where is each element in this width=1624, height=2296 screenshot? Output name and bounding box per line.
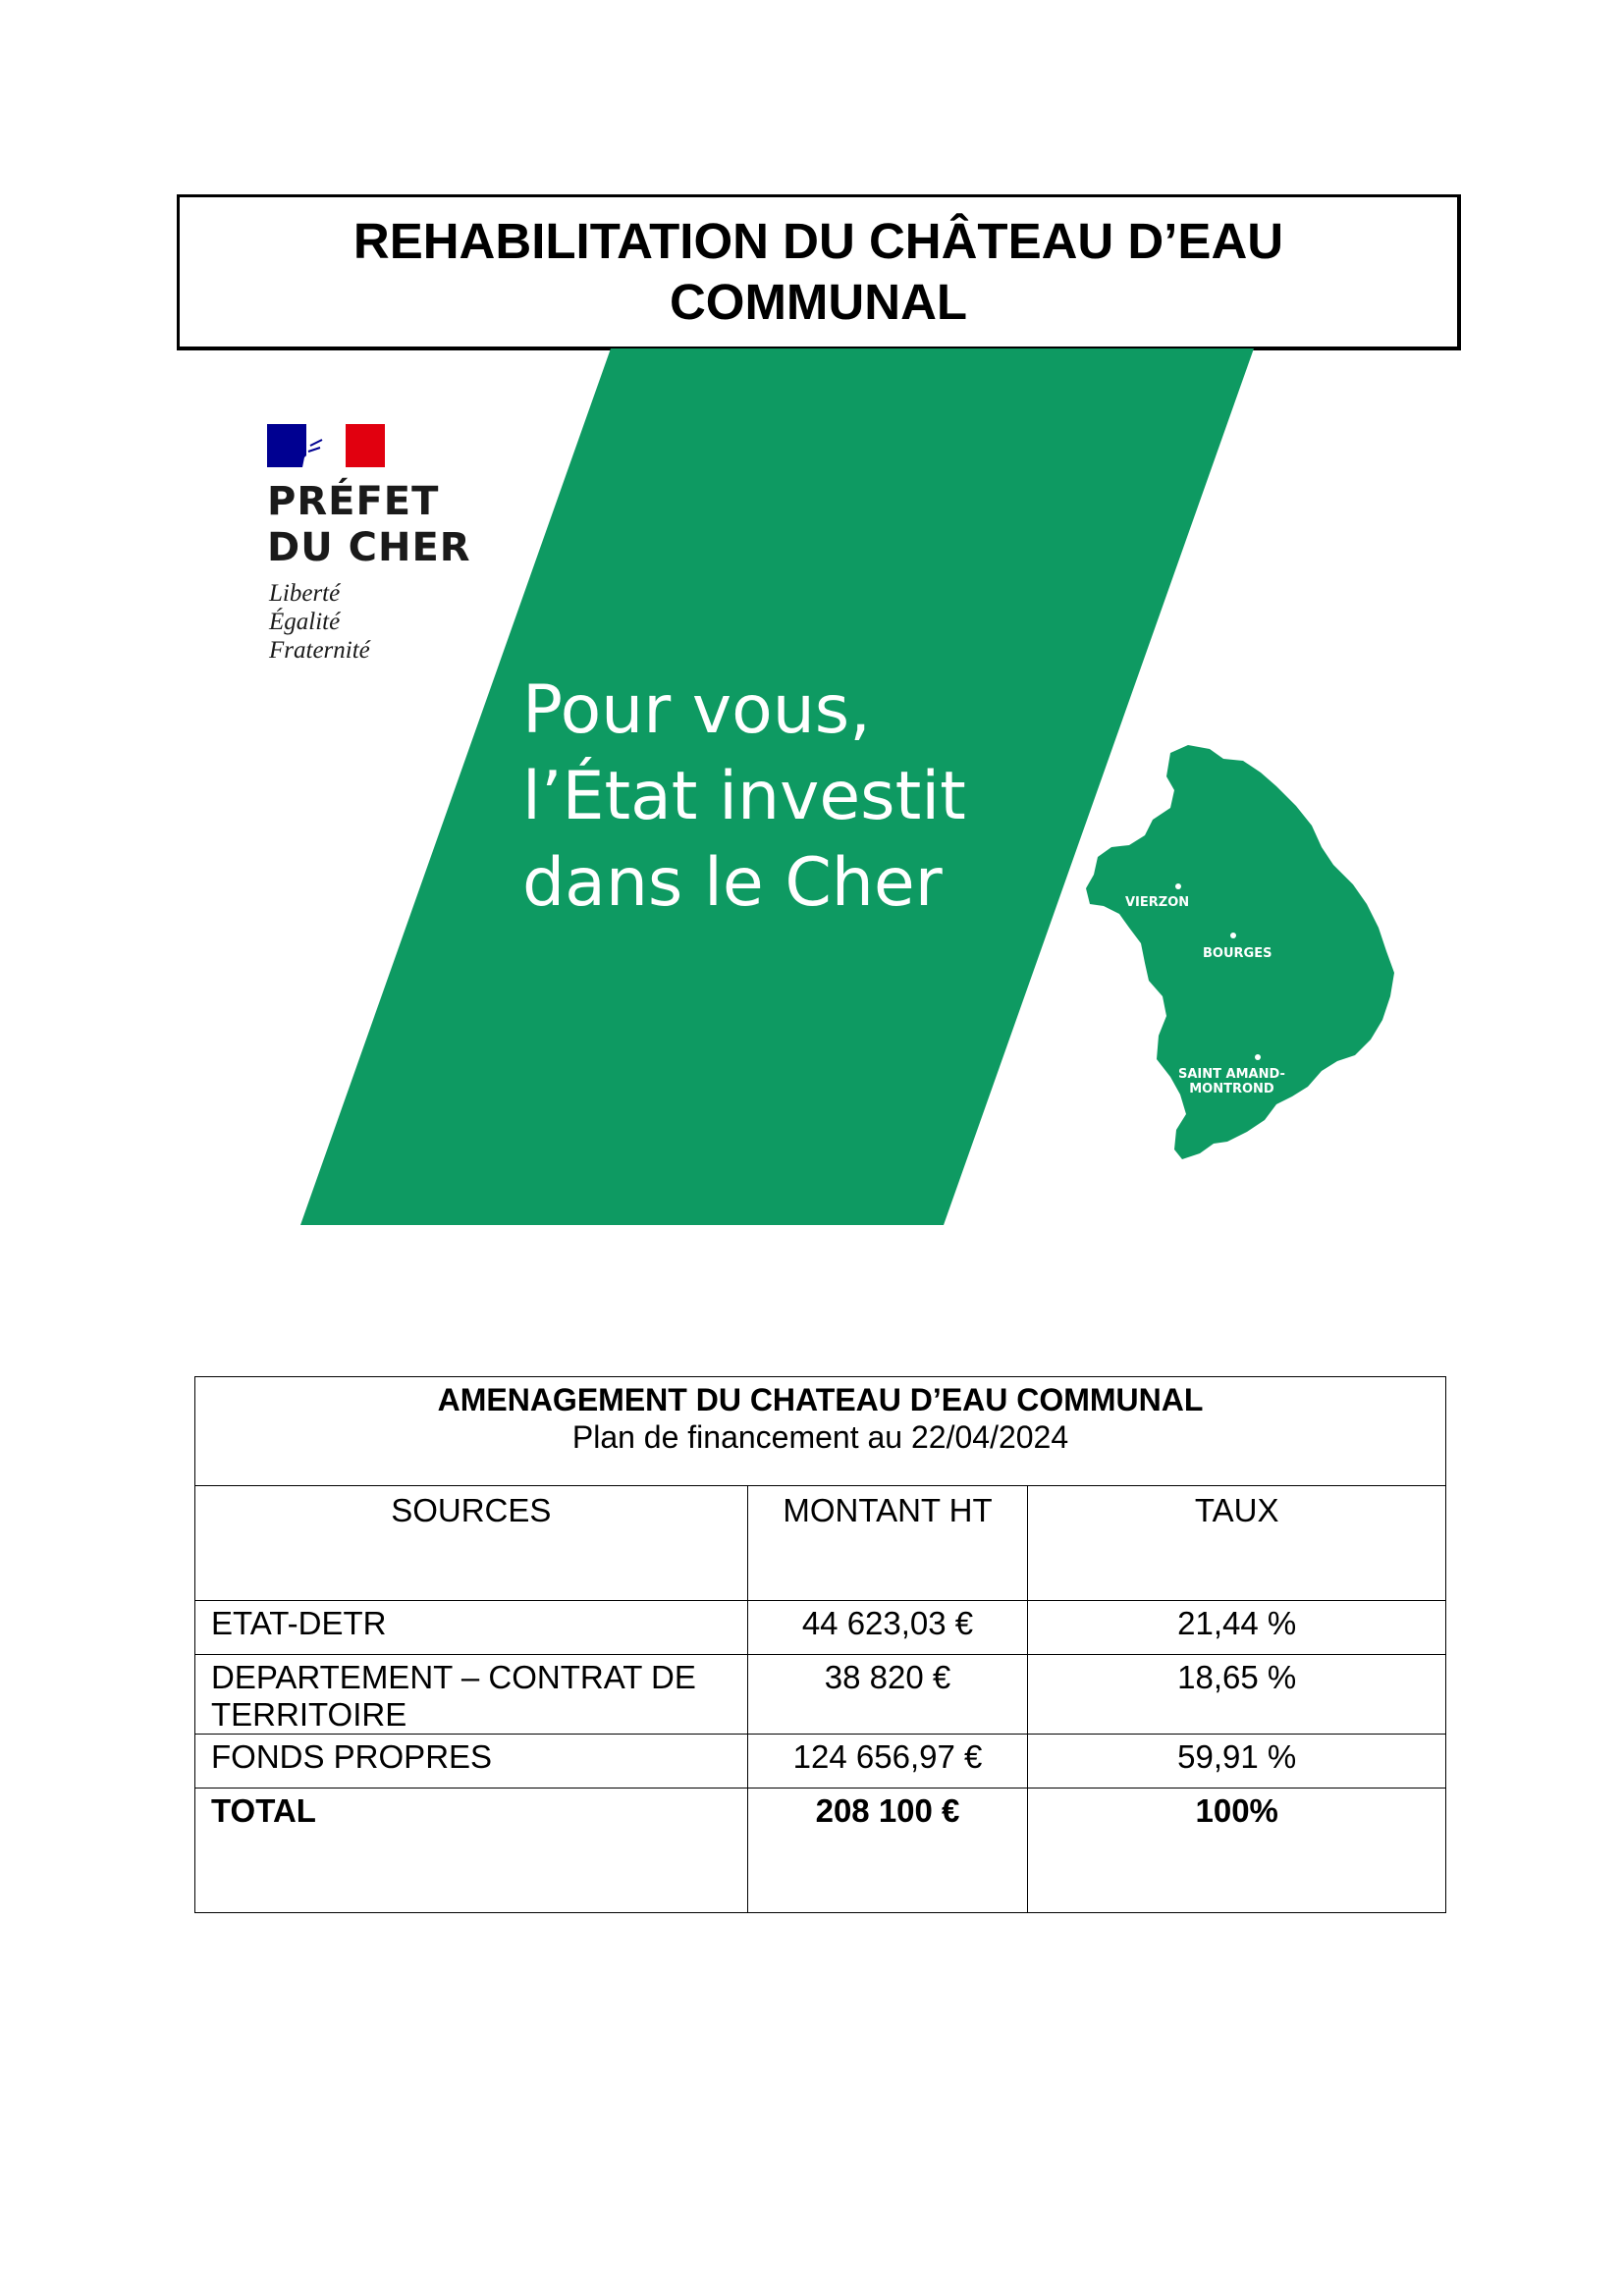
row-rate: 21,44 % <box>1028 1601 1446 1655</box>
total-label: TOTAL <box>195 1789 748 1913</box>
marianne-flag-icon <box>267 424 385 467</box>
table-subtitle: Plan de financement au 22/04/2024 <box>571 1419 1069 1455</box>
total-amount: 208 100 € <box>747 1789 1028 1913</box>
city-saint-amand <box>1178 1067 1285 1096</box>
financing-table <box>194 1376 1446 1913</box>
bourges-dot <box>1230 933 1236 938</box>
column-headers-row <box>195 1486 1446 1601</box>
header-taux: TAUX <box>1028 1486 1446 1601</box>
saint-amand-dot <box>1255 1054 1261 1060</box>
city-vierzon: VIERZON <box>1125 895 1190 910</box>
prefet-du-cher-text <box>267 479 471 571</box>
document-title-line1: REHABILITATION DU CHÂTEAU D’EAU <box>352 213 1284 269</box>
total-row <box>195 1789 1446 1913</box>
table-title: AMENAGEMENT DU CHATEAU D’EAU COMMUNAL <box>437 1382 1204 1417</box>
document-title-line2: COMMUNAL <box>669 274 968 330</box>
row-amount: 44 623,03 € <box>747 1601 1028 1655</box>
motto-liberte: Liberté <box>269 580 341 607</box>
row-amount: 124 656,97 € <box>747 1735 1028 1789</box>
table-header-row <box>195 1377 1446 1486</box>
table-row <box>195 1601 1446 1655</box>
row-source: ETAT-DETR <box>195 1601 748 1655</box>
row-amount: 38 820 € <box>747 1655 1028 1735</box>
row-rate: 59,91 % <box>1028 1735 1446 1789</box>
row-rate: 18,65 % <box>1028 1655 1446 1735</box>
document-title-box <box>177 194 1461 350</box>
table-row <box>195 1655 1446 1735</box>
republic-motto <box>269 579 370 665</box>
prefet-line2: DU CHER <box>267 525 471 570</box>
city-saint-amand-line2: MONTROND <box>1189 1082 1274 1096</box>
vierzon-dot <box>1175 883 1181 889</box>
table-row <box>195 1735 1446 1789</box>
city-bourges: BOURGES <box>1203 946 1272 961</box>
slogan-line1: Pour vous, <box>522 671 871 749</box>
motto-fraternite: Fraternité <box>269 637 370 664</box>
total-rate: 100% <box>1028 1789 1446 1913</box>
city-saint-amand-line1: SAINT AMAND- <box>1178 1067 1285 1082</box>
table-title-cell <box>195 1377 1446 1486</box>
prefet-line1: PRÉFET <box>267 479 440 524</box>
motto-egalite: Égalité <box>269 609 341 635</box>
header-sources: SOURCES <box>195 1486 748 1601</box>
slogan <box>522 667 966 927</box>
row-source: FONDS PROPRES <box>195 1735 748 1789</box>
row-source: DEPARTEMENT – CONTRAT DE TERRITOIRE <box>195 1655 748 1735</box>
slogan-line2: l’État investit <box>522 758 966 835</box>
header-montant: MONTANT HT <box>747 1486 1028 1601</box>
slogan-line3: dans le Cher <box>522 844 943 922</box>
